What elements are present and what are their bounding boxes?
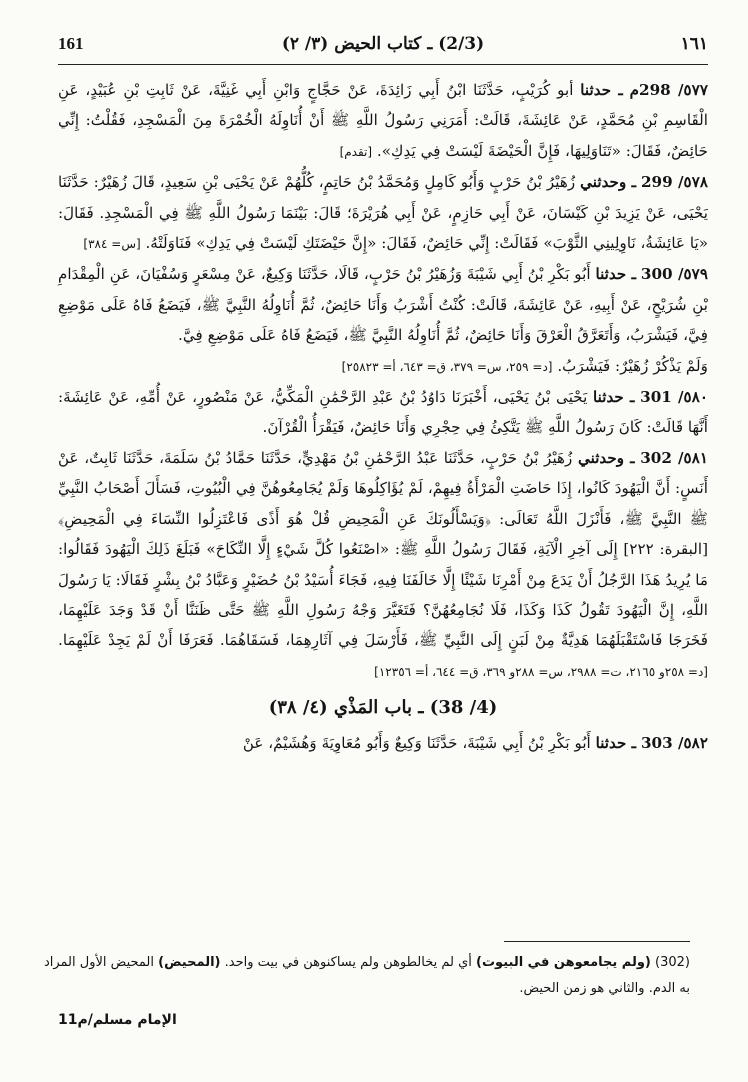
hadith-number: ٥٨٠/ 301	[640, 388, 709, 407]
hadith-lead: ـ حدثنا	[580, 81, 623, 99]
hadith-number: ٥٨٢/ 303	[640, 733, 708, 752]
hadith-text: زُهَيْرُ بْنُ حَرْبٍ، حَدَّثَنَا عَبْدُ الرَّحْمَٰنِ بْنُ مَهْدِيٍّ، حَدَّثَنَا حَمَّادُ بْنُ سَلَمَةَ، حَدَّثَنَا ثَابِتٌ، عَنْ أَنَسٍ: أَنَّ الْيَهُودَ كَانُوا، إِذَا حَاضَتِ الْمَرْأَةُ فِيهِمْ، لَمْ يُؤَاكِلُوهَا وَلَمْ يُجَامِعُوهُنَّ فِي الْبُيُوتِ، فَسَأَلَ أَصْحَابُ النَّبِيِّ ﷺ النَّبِيَّ ﷺ، فَأَنْزَلَ اللَّهُ تَعَالَى: ﴿وَيَسْأَلُونَكَ عَنِ الْمَحِيضِ قُلْ هُوَ أَذًى فَاعْتَزِلُوا النِّسَاءَ فِي الْمَحِيضِ﴾ [البقرة: ٢٢٢] إِلَى آخِرِ الْآيَةِ، فَقَالَ رَسُولُ اللَّهِ ﷺ: «اصْنَعُوا كُلَّ شَيْءٍ إِلَّا النِّكَاحَ» فَبَلَغَ ذَلِكَ الْيَهُودَ فَقَالُوا: مَا يُرِيدُ هَذَا الرَّجُلُ أَنْ يَدَعَ مِنْ أَمْرِنَا شَيْئًا إِلَّا خَالَفَنَا فِيهِ، فَجَاءَ أُسَيْدُ بْنُ حُضَيْرٍ وَعَبَّادُ بْنُ بِشْرٍ فَقَالَا: يَا رَسُولَ اللَّهِ، إِنَّ الْيَهُودَ تَقُولُ كَذَا وَكَذَا، فَلَا نُجَامِعُهُنَّ؟ فَتَغَيَّرَ وَجْهُ رَسُولِ اللَّهِ ﷺ حَتَّى ظَنَنَّا أَنْ قَدْ وَجَدَ عَلَيْهِمَا، فَخَرَجَا فَاسْتَقْبَلَهُمَا هَدِيَّةٌ مِنْ لَبَنٍ إِلَى النَّبِيِّ ﷺ، فَأَرْسَلَ فِي آثَارِهِمَا، فَسَقَاهُمَا. فَعَرَفَا أَنْ لَمْ يَجِدْ عَلَيْهِمَا.	[58, 448, 708, 650]
hadith-579-note	[58, 351, 708, 382]
hadith-text: يَحْيَى بْنُ يَحْيَى، أَخْبَرَنَا دَاوُدُ بْنُ عَبْدِ الرَّحْمَٰنِ الْمَكِّيُّ، عَنْ مَنْصُورٍ، عَنْ أُمِّهِ، عَنْ عَائِشَةَ: أَنَّهَا قَالَتْ: كَانَ رَسُولُ اللَّهِ ﷺ يَتَّكِئُ فِي حِجْرِي وَأَنَا حَائِضٌ، فَيَقْرَأُ الْقُرْآنَ.	[58, 388, 708, 437]
footnotes	[40, 950, 690, 1002]
running-title: (2/3) ـ كتاب الحيض (٣/ ٢)	[281, 34, 485, 54]
signature-mark: الإمام مسلم/م11	[58, 1012, 177, 1028]
footnote-302	[40, 950, 690, 1002]
hadith-lead: ـ وحدثني	[577, 448, 635, 467]
footnote-text: أي لم يخالطوهن ولم يساكنوهن في بيت واحد.	[224, 955, 472, 970]
hadith-reference: [تقدم]	[339, 144, 373, 159]
hadith-text: أَبُو بَكْرِ بْنُ أَبِي شَيْبَةَ وَزُهَيْرُ بْنُ حَرْبٍ، قَالَا، حَدَّثَنَا وَكِيعٌ، عَنْ مِسْعَرٍ وَسُفْيَانَ، عَنِ الْمِقْدَامِ بْنِ شُرَيْحٍ، عَنْ أَبِيهِ، عَنْ عَائِشَةَ، قَالَتْ: كُنْتُ أَشْرَبُ وَأَنَا حَائِضٌ، ثُمَّ أُنَاوِلُهُ النَّبِيَّ ﷺ، فَيَضَعُ فَاهُ عَلَى مَوْضِعِ فِيَّ، فَيَشْرَبُ، وَأَتَعَرَّقُ الْعَرْقَ وَأَنَا حَائِضٌ، ثُمَّ أُنَاوِلُهُ النَّبِيَّ ﷺ، فَيَضَعُ فَاهُ عَلَى مَوْضِعِ فِيَّ.	[58, 265, 708, 345]
hadith-number: ٥٧٩/ 300	[640, 265, 708, 284]
hadith-number: ٥٧٨/ 299	[640, 173, 709, 192]
hadith-582	[58, 728, 708, 758]
hadith-number: ٥٨١/ 302	[640, 448, 709, 467]
hadith-text: زُهَيْرُ بْنُ حَرْبٍ وَأَبُو كَامِلٍ وَمُحَمَّدُ بْنُ حَاتِمٍ، كُلُّهُمْ عَنْ يَحْيَى بْنِ سَعِيدٍ، قَالَ زُهَيْرٌ: حَدَّثَنَا يَحْيَى، عَنْ يَزِيدَ بْنِ كَيْسَانَ، عَنْ أَبِي حَازِمٍ، عَنْ أَبِي هُرَيْرَةَ؛ قَالَ: بَيْنَمَا رَسُولُ اللَّهِ ﷺ فِي الْمَسْجِدِ. فَقَالَ: «يَا عَائِشَةُ، نَاوِلِينِي الثَّوْبَ» فَقَالَتْ: إِنِّي حَائِضٌ، فَقَالَ: «إِنَّ حَيْضَتَكِ لَيْسَتْ فِي يَدِكِ» فَنَاوَلَتْهُ.	[58, 173, 708, 253]
hadith-581	[58, 443, 708, 687]
page-header	[58, 30, 708, 65]
hadith-lead: ـ حدثنا	[595, 265, 637, 284]
footnote-term: (ولم يجامعوهن في البيوت)	[476, 955, 651, 970]
hadith-578	[58, 167, 708, 259]
hadith-reference: [س= ٣٨٤]	[83, 237, 141, 252]
hadith-580	[58, 382, 708, 443]
note-text: وَلَمْ يَذْكُرْ زُهَيْرٌ: فَيَشْرَبُ.	[557, 356, 708, 375]
page	[58, 30, 708, 758]
main-text	[58, 75, 708, 758]
hadith-number: ٥٧٧/ 298م	[629, 81, 709, 99]
hadith-lead: ـ وحدثني	[580, 173, 637, 192]
footnote-divider	[504, 941, 690, 942]
chapter-heading: (4/ 38) ـ باب المَذْي (٤/ ٣٨)	[268, 697, 498, 719]
hadith-579	[58, 259, 708, 350]
footnote-term: (المحيض)	[158, 955, 221, 970]
footnote-text: المحيض الأول المراد به الدم. والثاني هو زمن الحيض.	[43, 955, 690, 996]
note-reference: [د= ٢٥٩، س= ٣٧٩، ق= ٦٤٣، أ= ٢٥٨٢٣]	[341, 359, 553, 374]
footnote-label: (302)	[655, 955, 690, 970]
hadith-reference: [د= ٢٥٨و ٢١٦٥، ت= ٢٩٨٨، س= ٢٨٨و ٣٦٩، ق= ٦٤٤، أ= ١٢٣٥٦]	[374, 664, 708, 679]
page-number-arabic: ١٦١	[680, 34, 708, 54]
hadith-lead: ـ حدثنا	[595, 733, 637, 752]
page-number-latin: 161	[58, 34, 84, 53]
hadith-text: أَبُو بَكْرِ بْنُ أَبِي شَيْبَةَ، حَدَّثَنَا وَكِيعٌ وَأَبُو مُعَاوِيَةَ وَهُشَيْمٌ، عَنْ	[242, 733, 591, 752]
hadith-577	[58, 75, 708, 167]
hadith-text: أبو كُرَيْبٍ، حَدَّثَنَا ابْنُ أَبِي زَائِدَةَ، عَنْ حَجَّاجٍ وَابْنِ أَبِي غَنِيَّةَ، عَنْ ثَابِتِ بْنِ عُبَيْدٍ، عَنِ الْقَاسِمِ بْنِ مُحَمَّدٍ، عَنْ عَائِشَةَ، قَالَتْ: أَمَرَنِي رَسُولُ اللَّهِ ﷺ أَنْ أُنَاوِلَهُ الْخُمْرَةَ مِنَ الْمَسْجِدِ، فَقُلْتُ: إِنِّي حَائِضٌ، فَقَالَ: «تَنَاوَلِيهَا، فَإِنَّ الْحَيْضَةَ لَيْسَتْ فِي يَدِكِ».	[58, 81, 708, 160]
hadith-lead: ـ حدثنا	[593, 388, 635, 407]
